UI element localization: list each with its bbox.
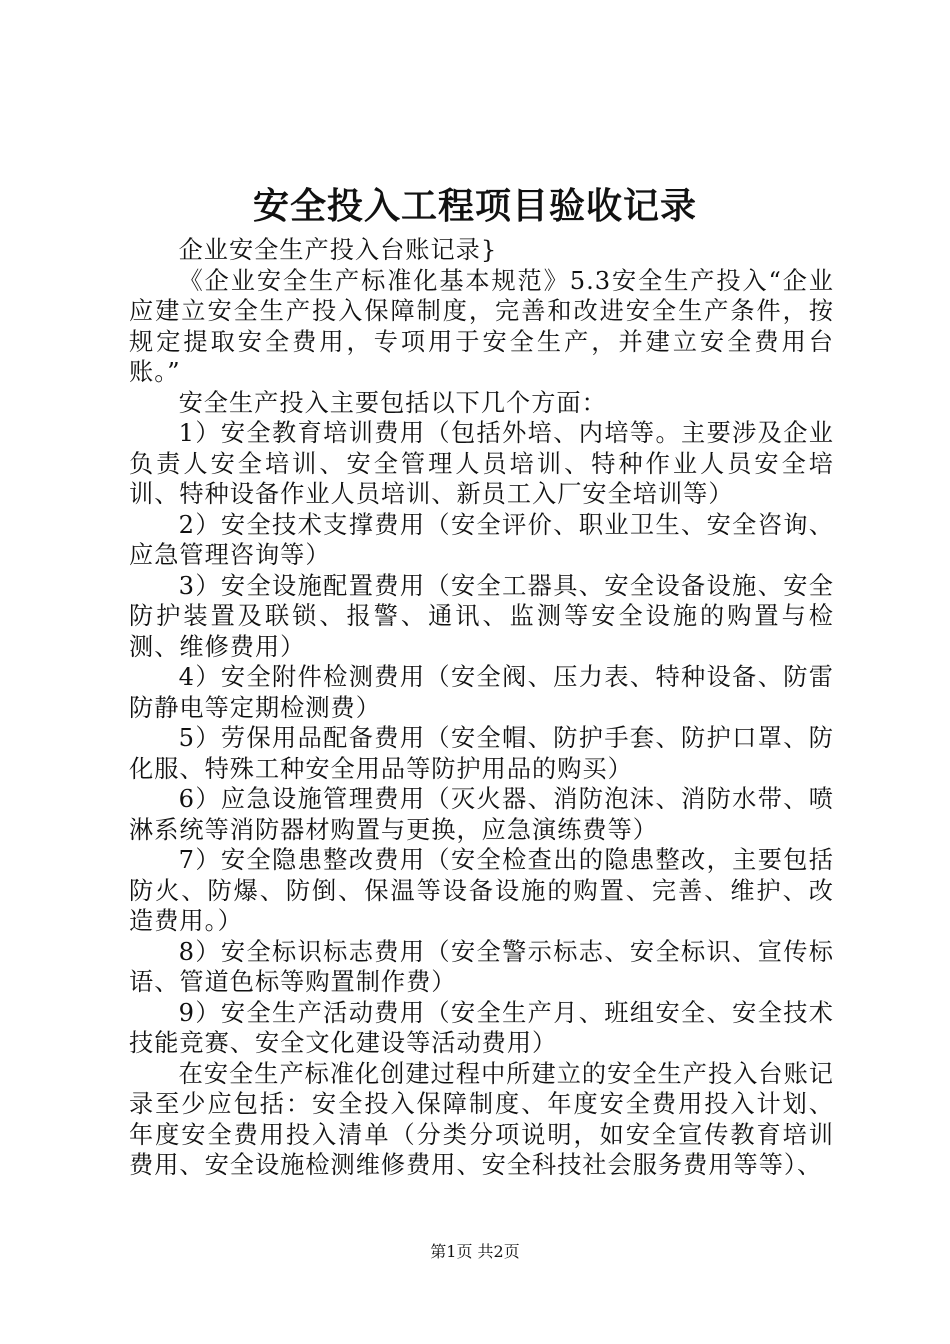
document-body (129, 235, 834, 1181)
list-item-accessory-inspection-costs: 4）安全附件检测费用（安全阀、压力表、特种设备、防雷防静电等定期检测费） (129, 663, 834, 722)
paragraph-ledger-intro: 企业安全生产投入台账记录} (178, 236, 498, 264)
page-number-footer: 第1页 共2页 (430, 1242, 520, 1261)
document-title: 安全投入工程项目验收记录 (252, 186, 697, 227)
list-item-hazard-rectification-costs: 7）安全隐患整改费用（安全检查出的隐患整改，主要包括防火、防爆、防倒、保温等设备设施的购置、完善、维护、改造费用。） (129, 846, 834, 935)
list-item-activity-costs: 9）安全生产活动费用（安全生产月、班组安全、安全技术技能竞赛、安全文化建设等活动费用） (129, 998, 834, 1057)
list-item-training-costs: 1）安全教育培训费用（包括外培、内培等。主要涉及企业负责人安全培训、安全管理人员培训、特种作业人员安全培训、特种设备作业人员培训、新员工入厂安全培训等） (129, 419, 834, 508)
paragraph-ledger-requirements: 在安全生产标准化创建过程中所建立的安全生产投入台账记录至少应包括：安全投入保障制度、年度安全费用投入计划、年度安全费用投入清单（分类分项说明，如安全宣传教育培训费用、安全设施检测维修费用、安全科技社会服务费用等等）、 (129, 1059, 834, 1179)
list-item-emergency-facility-costs: 6）应急设施管理费用（灭火器、消防泡沫、消防水带、喷淋系统等消防器材购置与更换，应急演练费等） (129, 785, 834, 844)
list-item-signage-costs: 8）安全标识标志费用（安全警示标志、安全标识、宣传标语、管道色标等购置制作费） (129, 937, 834, 996)
list-item-facility-costs: 3）安全设施配置费用（安全工器具、安全设备设施、安全防护装置及联锁、报警、通讯、监测等安全设施的购置与检测、维修费用） (129, 571, 834, 661)
list-item-protective-equipment-costs: 5）劳保用品配备费用（安全帽、防护手套、防护口罩、防化服、特殊工种安全用品等防护用品的购买） (129, 724, 834, 783)
list-item-technical-support-costs: 2）安全技术支撑费用（安全评价、职业卫生、安全咨询、应急管理咨询等） (129, 510, 834, 569)
paragraph-aspects-intro: 安全生产投入主要包括以下几个方面： (178, 388, 607, 417)
paragraph-standard-quote: 《企业安全生产标准化基本规范》5.3安全生产投入“企业应建立安全生产投入保障制度，完善和改进安全生产条件，按规定提取安全费用，专项用于安全生产，并建立安全费用台账。” (129, 266, 834, 386)
